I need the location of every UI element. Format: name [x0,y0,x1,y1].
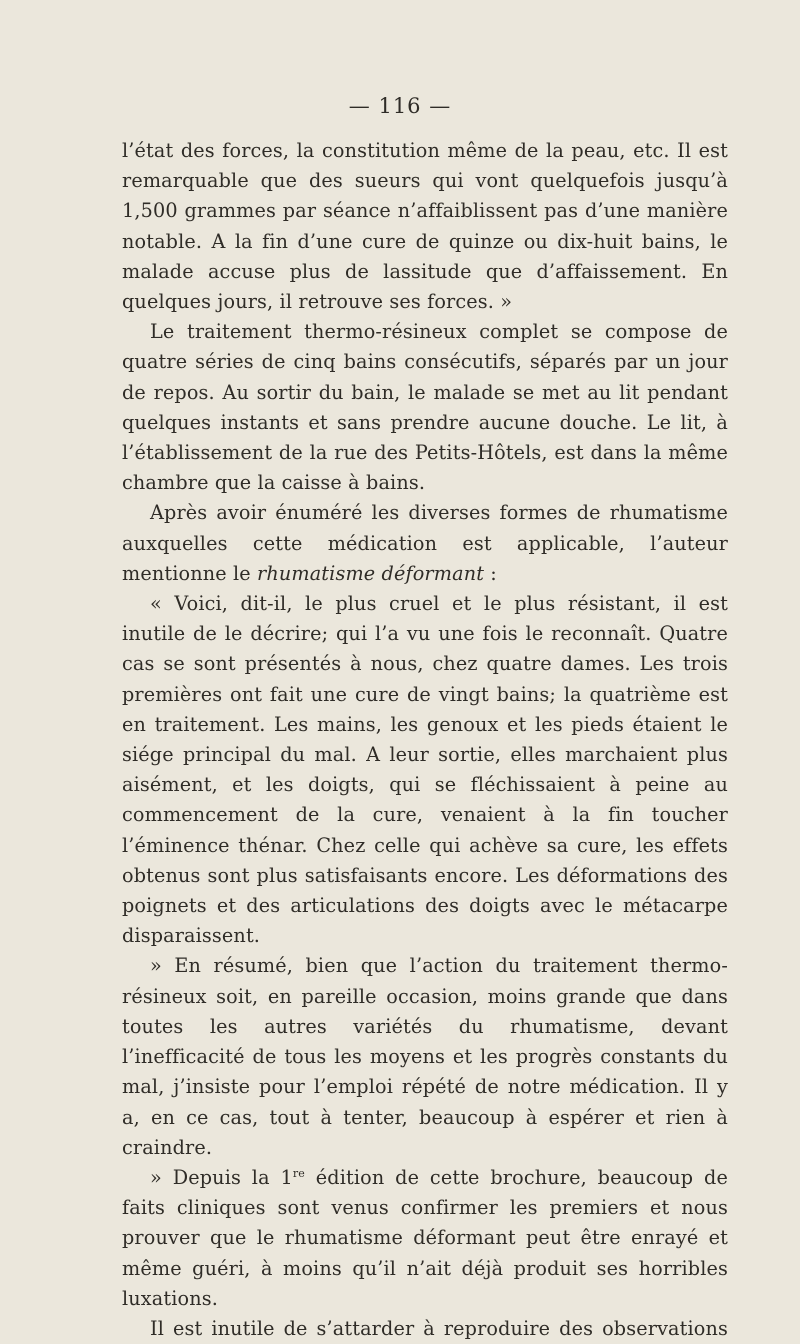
paragraph-summary: » En résumé, bien que l’action du traitement thermo-résineux soit, en pareille occasion, moins grande que dans toutes les autres variétés du rhumatisme, devant l’inefficacité de tous les moyens et les progrès constants du mal, j’insiste pour l’emploi répété de notre médication. Il y a, en ce cas, tout à tenter, beaucoup à espérer et rien à craindre. [122,954,728,1159]
paragraph-edition [122,1163,728,1314]
paragraph-treatment: Le traitement thermo-résineux complet se compose de quatre séries de cinq bains consécutifs, séparés par un jour de repos. Au sortir du bain, le malade se met au lit pendant quelques instants et sans prendre aucune douche. Le lit, à l’établissement de la rue des Petits-Hôtels, est dans la même chambre que la caisse à bains. [122,320,728,495]
paragraph-author-mention-text: Après avoir énuméré les diverses formes de rhumatisme auxquelles cette médication est applicable, l’auteur mentionne le [122,501,728,585]
paragraph-edition-rest: édition de cette brochure, beaucoup de faits cliniques sont venus confirmer les premiers et nous prouver que le rhumatisme déformant peut être enrayé et même guéri, à moins qu’il n’ait déjà produit ses horribles luxations. [122,1165,728,1310]
ordinal-superscript: re [292,1166,305,1180]
paragraph-last-line: Il est inutile de s’attarder à reproduire des observations [150,1316,728,1340]
paragraph-author-mention [122,498,728,589]
paragraph-forces: l’état des forces, la constitution même de la peau, etc. Il est remarquable que des sueurs qui vont quelquefois jusqu’à 1,500 grammes par séance n’affaiblissent pas d’une manière notable. A la fin d’une cure de quinze ou dix-huit bains, le malade accuse plus de lassitude que d’affaissement. En quelques jours, il retrouve ses forces. » [122,139,728,314]
page-number: — 116 — [348,94,452,118]
paragraph-quote-cases: « Voici, dit-il, le plus cruel et le plus résistant, il est inutile de le décrire; qui l’a vu une fois le reconnaît. Quatre cas se sont présentés à nous, chez quatre dames. Les trois premières ont fait une cure de vingt bains; la quatrième est en traitement. Les mains, les genoux et les pieds étaient le siége principal du mal. A leur sortie, elles marchaient plus aisément, et les doigts, qui se fléchissaient à peine au commencement de la cure, venaient à la fin toucher l’éminence thénar. Chez celle qui achève sa cure, les effets obtenus sont plus satisfaisants encore. Les déformations des poignets et des articulations des doigts avec le métacarpe disparaissent. [122,592,728,948]
paragraph-edition-start: » Depuis la 1 [150,1165,293,1189]
italic-term: rhumatisme déformant [257,561,485,585]
paragraph-author-mention-end: : [484,561,497,585]
body-text [122,136,728,1344]
